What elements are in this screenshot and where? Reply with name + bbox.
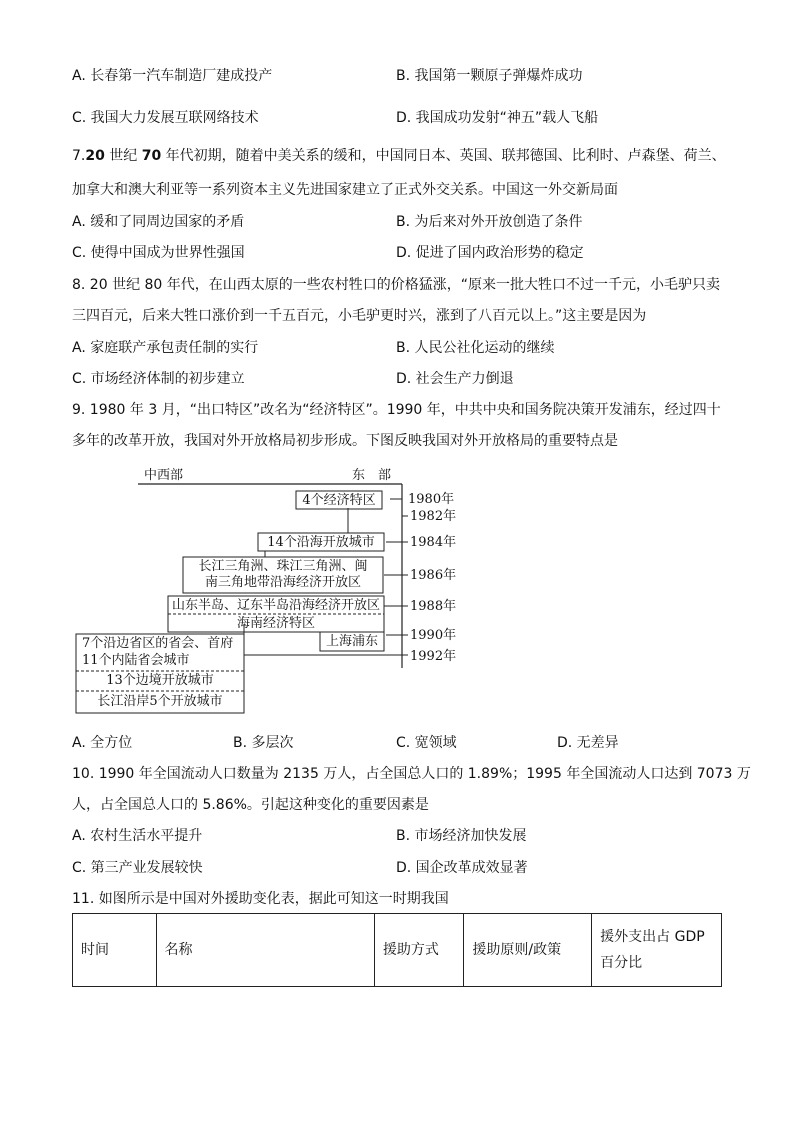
q9-option-d: D. 无差异 (557, 735, 619, 751)
box-inland-line2: 11个内陆省会城市 (82, 653, 190, 668)
q8-question-line1: 8. 20 世纪 80 年代，在山西太原的一些农村牲口的价格猛涨，“原来一批大牲口不过一千元，小毛驴只卖 (72, 277, 721, 293)
box-pudong: 上海浦东 (325, 634, 378, 649)
q10-option-d: D. 国企改革成效显著 (396, 860, 528, 876)
box-peninsulas: 山东半岛、辽东半岛沿海经济开放区 (171, 598, 380, 613)
table-header-row (73, 914, 722, 987)
box-coastal-cities: 14个沿海开放城市 (267, 535, 375, 550)
q6-option-d: D. 我国成功发射“神五”载人飞船 (396, 110, 599, 126)
q9-option-a: A. 全方位 (72, 735, 133, 751)
q10-option-a: A. 农村生活水平提升 (72, 828, 203, 844)
q8-option-d: D. 社会生产力倒退 (396, 371, 514, 387)
q7-option-c: C. 使得中国成为世界性强国 (72, 245, 245, 261)
diagram-year: 1992年 (410, 649, 457, 664)
q7-option-b: B. 为后来对外开放创造了条件 (396, 214, 583, 230)
opening-up-diagram (72, 464, 472, 724)
box-hainan: 海南经济特区 (236, 616, 315, 631)
diagram-year: 1980年 (408, 492, 455, 507)
q8-option-c: C. 市场经济体制的初步建立 (72, 371, 245, 387)
q9-question-line1: 9. 1980 年 3 月，“出口特区”改名为“经济特区”。1990 年，中共中央和国务院决策开发浦东，经过四十 (72, 402, 721, 418)
q7-option-d: D. 促进了国内政治形势的稳定 (396, 245, 584, 261)
q10-question-line2: 人，占全国总人口的 5.86%。引起这种变化的重要因素是 (72, 797, 429, 813)
q7-question-line1: 7.20 世纪 70 年代初期，随着中美关系的缓和，中国同日本、英国、联邦德国、比利时、卢森堡、荷兰、 (72, 148, 726, 164)
q10-option-b: B. 市场经济加快发展 (396, 828, 527, 844)
table-header-principle: 援助原则/政策 (464, 914, 592, 987)
box-inland-line1: 7个沿边省区的省会、首府 (82, 636, 234, 651)
q8-question-line2: 三四百元，后来大牲口涨价到一千五百元，小毛驴更时兴，涨到了八百元以上。”这主要是因为 (72, 308, 647, 324)
q6-option-b: B. 我国第一颗原子弹爆炸成功 (396, 68, 583, 84)
diagram-east-label: 东 部 (352, 468, 392, 483)
box-deltas-line1: 长江三角洲、珠江三角洲、闽 (198, 559, 368, 574)
diagram-year: 1982年 (410, 509, 457, 524)
q7-option-a: A. 缓和了同周边国家的矛盾 (72, 214, 245, 230)
q11-question-line1: 11. 如图所示是中国对外援助变化表，据此可知这一时期我国 (72, 891, 449, 907)
aid-table (72, 913, 722, 987)
table-header-time: 时间 (73, 914, 157, 987)
q9-option-b: B. 多层次 (233, 735, 294, 751)
q8-option-a: A. 家庭联产承包责任制的实行 (72, 340, 259, 356)
q9-question-line2: 多年的改革开放，我国对外开放格局初步形成。下图反映我国对外开放格局的重要特点是 (72, 433, 618, 449)
diagram-year: 1986年 (410, 568, 457, 583)
diagram-year: 1990年 (410, 628, 457, 643)
q10-option-c: C. 第三产业发展较快 (72, 860, 203, 876)
box-yangtze-cities: 长江沿岸5个开放城市 (97, 694, 223, 709)
q6-option-a: A. 长春第一汽车制造厂建成投产 (72, 68, 273, 84)
table-header-gdp-share: 援外支出占 GDP 百分比 (592, 914, 722, 987)
table-header-method: 援助方式 (374, 914, 464, 987)
q10-question-line1: 10. 1990 年全国流动人口数量为 2135 万人，占全国总人口的 1.89%；1995 年全国流动人口达到 7073 万 (72, 766, 751, 782)
box-deltas-line2: 南三角地带沿海经济开放区 (204, 575, 361, 590)
q8-option-b: B. 人民公社化运动的继续 (396, 340, 555, 356)
q6-option-c: C. 我国大力发展互联网络技术 (72, 110, 259, 126)
q9-option-c: C. 宽领域 (396, 735, 457, 751)
diagram-west-label: 中西部 (144, 468, 184, 483)
box-special-economic-zones: 4个经济特区 (302, 493, 376, 508)
box-border-cities: 13个边境开放城市 (106, 673, 214, 688)
table-header-name: 名称 (156, 914, 374, 987)
q7-question-line2: 加拿大和澳大利亚等一系列资本主义先进国家建立了正式外交关系。中国这一外交新局面 (72, 182, 618, 198)
diagram-year: 1988年 (410, 599, 457, 614)
diagram-year: 1984年 (410, 535, 457, 550)
